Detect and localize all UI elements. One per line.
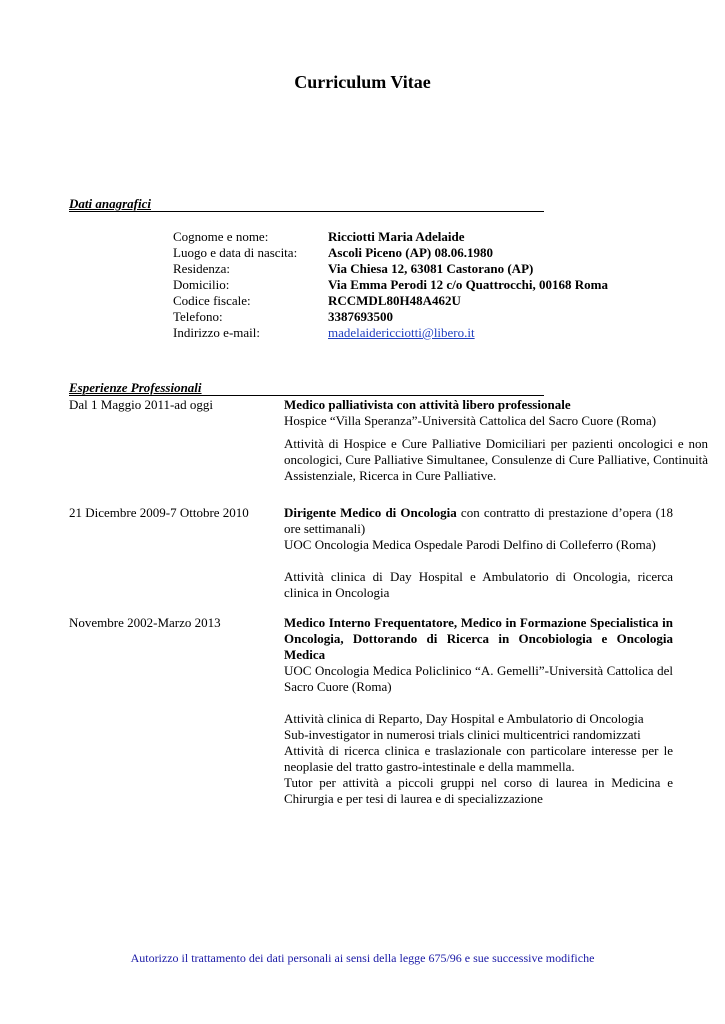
experience-place: Hospice “Villa Speranza”-Università Cattolica del Sacro Cuore (Roma): [284, 413, 657, 428]
privacy-footer: Autorizzo il trattamento dei dati personali ai sensi della legge 675/96 e sue successive modifiche: [130, 951, 595, 965]
section-heading-dati: [69, 197, 544, 212]
field-row-email: [173, 325, 673, 341]
field-value: Via Emma Perodi 12 c/o Quattrocchi, 00168 Roma: [328, 277, 608, 292]
experience-place: UOC Oncologia Medica Ospedale Parodi Delfino di Colleferro (Roma): [284, 537, 656, 552]
experience-entry: [284, 615, 673, 807]
field-value: Ricciotti Maria Adelaide: [328, 229, 465, 244]
experience-entry: [284, 397, 708, 484]
experience-role-detail: con contratto di prestazione d’opera (18 ore settimanali): [284, 505, 674, 536]
field-label: Telefono:: [173, 309, 223, 324]
experience-description-line: Attività clinica di Reparto, Day Hospital e Ambulatorio di Oncologia: [284, 711, 644, 726]
field-row-codice-fiscale: [173, 293, 673, 309]
field-value: Via Chiesa 12, 63081 Castorano (AP): [328, 261, 534, 276]
field-value: 3387693500: [328, 309, 393, 324]
experience-description-line: Attività di ricerca clinica e traslazionale con particolare interesse per le neoplasie del tratto gastro-intestinale e della mammella.: [284, 743, 673, 774]
experience-description: Attività di Hospice e Cure Palliative Domiciliari per pazienti oncologici e non oncologici, Cure Palliative Simultanee, Consulenze di Cure Palliative, Continuità Assistenziale, Ricerca in Cure Palliative.: [284, 436, 708, 483]
experience-description: Attività clinica di Day Hospital e Ambulatorio di Oncologia, ricerca clinica in Oncologia: [284, 569, 673, 600]
field-label: Cognome e nome:: [173, 229, 269, 244]
section-heading-esperienze: [69, 381, 544, 396]
field-label: Domicilio:: [173, 277, 230, 292]
experience-description-line: Sub-investigator in numerosi trials clinici multicentrici randomizzati: [284, 727, 641, 742]
field-label: Luogo e data di nascita:: [173, 245, 298, 260]
field-row-domicilio: [173, 277, 673, 293]
field-row-nome: [173, 229, 673, 245]
field-row-nascita: [173, 245, 673, 261]
field-label: Indirizzo e-mail:: [173, 325, 260, 340]
experience-role: Medico palliativista con attività libero professionale: [284, 397, 571, 412]
experience-place: UOC Oncologia Medica Policlinico “A. Gemelli”-Università Cattolica del Sacro Cuore (Roma): [284, 663, 673, 694]
field-row-telefono: [173, 309, 673, 325]
experience-date: Novembre 2002-Marzo 2013: [69, 615, 221, 630]
experience-date: Dal 1 Maggio 2011-ad oggi: [69, 397, 213, 412]
field-value: Ascoli Piceno (AP) 08.06.1980: [328, 245, 494, 260]
experience-role: Medico Interno Frequentatore, Medico in Formazione Specialistica in Oncologia, Dottorando di Ricerca in Oncobiologia e Oncologia Medica: [284, 615, 673, 662]
page-title: Curriculum Vitae: [294, 72, 431, 92]
section-heading-dati-label: Dati anagrafici: [69, 196, 151, 211]
experience-role: Dirigente Medico di Oncologia: [284, 505, 457, 520]
experience-entry: [284, 505, 673, 601]
experience-date: 21 Dicembre 2009-7 Ottobre 2010: [69, 505, 249, 520]
field-value: RCCMDL80H48A462U: [328, 293, 461, 308]
field-label: Codice fiscale:: [173, 293, 251, 308]
field-label: Residenza:: [173, 261, 231, 276]
experience-description-line: Tutor per attività a piccoli gruppi nel corso di laurea in Medicina e Chirurgia e per tesi di laurea e di specializzazione: [284, 775, 673, 806]
email-link[interactable]: madelaidericciotti@libero.it: [328, 325, 475, 340]
experience-role-line: [284, 505, 673, 537]
section-heading-esperienze-label: Esperienze Professionali: [69, 380, 202, 395]
field-row-residenza: [173, 261, 673, 277]
